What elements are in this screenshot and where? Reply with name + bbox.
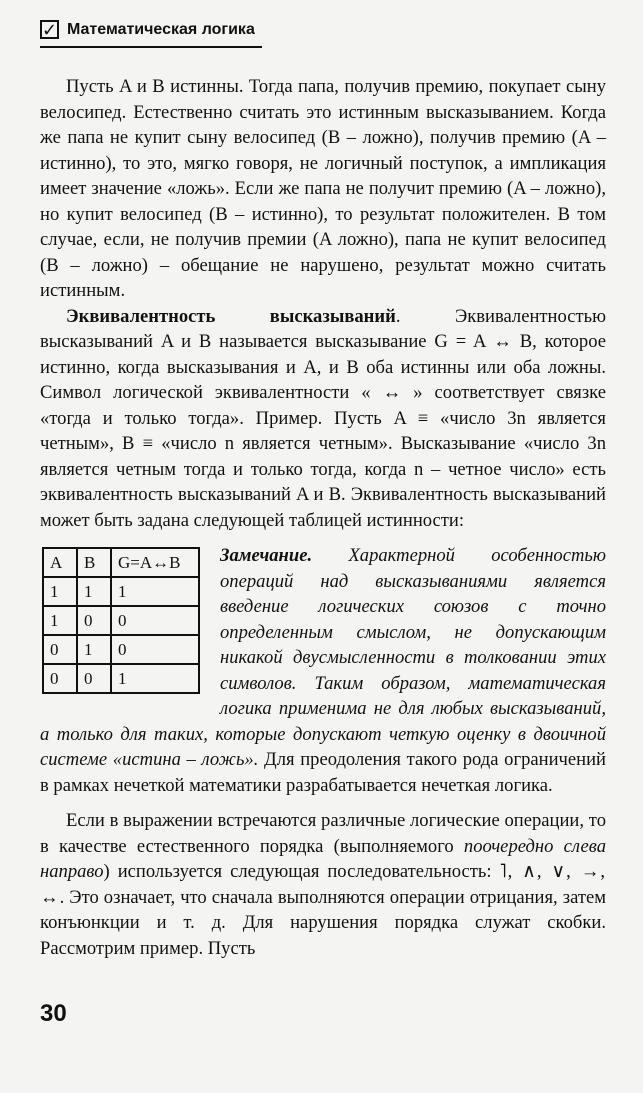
page-number: 30: [40, 1000, 67, 1027]
truth-table: [42, 547, 200, 694]
operator-sequence: ˥, ∧, ∨, →, ↔: [40, 861, 606, 908]
order-text-after: ) используется следующая последовательность:: [103, 861, 500, 882]
paragraph-equivalence: [40, 304, 606, 534]
order-text-end: . Это означает, что сначала выполняются операции отрицания, затем конъюнкции и т. д. Для нарушения порядка служат скобки. Рассмотрим пример. Пусть: [40, 886, 606, 959]
table-cell: 1: [111, 664, 199, 693]
note-tail: Для преодоления такого рода ограничений в рамках нечеткой математики разрабатывается нечеткая логика.: [40, 749, 606, 796]
table-header-cell: G=A↔B: [111, 548, 199, 577]
checkmark-icon: ✓: [41, 19, 58, 40]
table-cell: 0: [43, 635, 77, 664]
table-row: [43, 635, 199, 664]
table-cell: 0: [111, 606, 199, 635]
order-text-before: Если в выражении встречаются различные логические операции, то в качестве естественного порядка (выполняемого: [40, 810, 606, 857]
table-header-cell: A: [43, 548, 77, 577]
order-italic: поочередно слева направо: [40, 835, 606, 882]
table-cell: 1: [77, 577, 111, 606]
table-cell: 1: [77, 635, 111, 664]
paragraph-implication: Пусть A и B истинны. Тогда папа, получив премию, покупает сыну велосипед. Естественно считать это истинным высказыванием. Когда же папа не купит сыну велосипед (B – ложно), получив премию (A – истинно), то это, мягко говоря, не логичный поступок, а импликация имеет значение «ложь». Если же папа не получит премию (A – ложно), но купит велосипед (B – истинно), то результат положителен. В том случае, если, не получив премии (A ложно), папа не купит велосипед (B – ложно) – обещание не нарушено, результат можно считать истинным.: [40, 76, 606, 301]
table-row: [43, 606, 199, 635]
paragraph-operation-order: [40, 808, 606, 961]
table-header-row: [43, 548, 199, 577]
table-cell: 1: [43, 606, 77, 635]
table-row: [43, 577, 199, 606]
note-heading: Замечание.: [220, 545, 313, 566]
table-cell: 1: [111, 577, 199, 606]
header-title: Математическая логика: [67, 20, 255, 38]
term-equivalence: Эквивалентность высказываний: [66, 305, 396, 327]
header-rule: [40, 46, 262, 48]
table-cell: 0: [111, 635, 199, 664]
table-cell: 1: [43, 577, 77, 606]
table-and-note: [40, 543, 606, 798]
table-cell: 0: [77, 664, 111, 693]
note-text: Характерной особенностью операций над высказываниями является введение логических союзов с точно определенным смыслом, не допускающим никакой двусмысленности в толковании этих символов. Таким образом, математическая логика применима не для любых высказываний, а только для таких, которые допускают четкую оценку в двоичной системе «истина – ложь».: [40, 545, 606, 770]
table-header-cell: B: [77, 548, 111, 577]
running-header: [40, 20, 255, 39]
table-cell: 0: [43, 664, 77, 693]
page-content: [40, 74, 606, 961]
table-cell: 0: [77, 606, 111, 635]
equivalence-text: . Эквивалентностью высказываний A и B называется высказывание G = A ↔ B, которое истинно, когда высказывания и A, и B оба истинны или оба ложны. Символ логической эквивалентности « ↔ » соответствует связке «тогда и только тогда». Пример. Пусть A ≡ «число 3n является четным», B ≡ «число n является четным». Высказывание «число 3n является четным тогда и только тогда, когда n – четное число» есть эквивалентность высказываний A и B. Эквивалентность высказываний может быть задана следующей таблицей истинности:: [40, 305, 607, 531]
table-row: [43, 664, 199, 693]
